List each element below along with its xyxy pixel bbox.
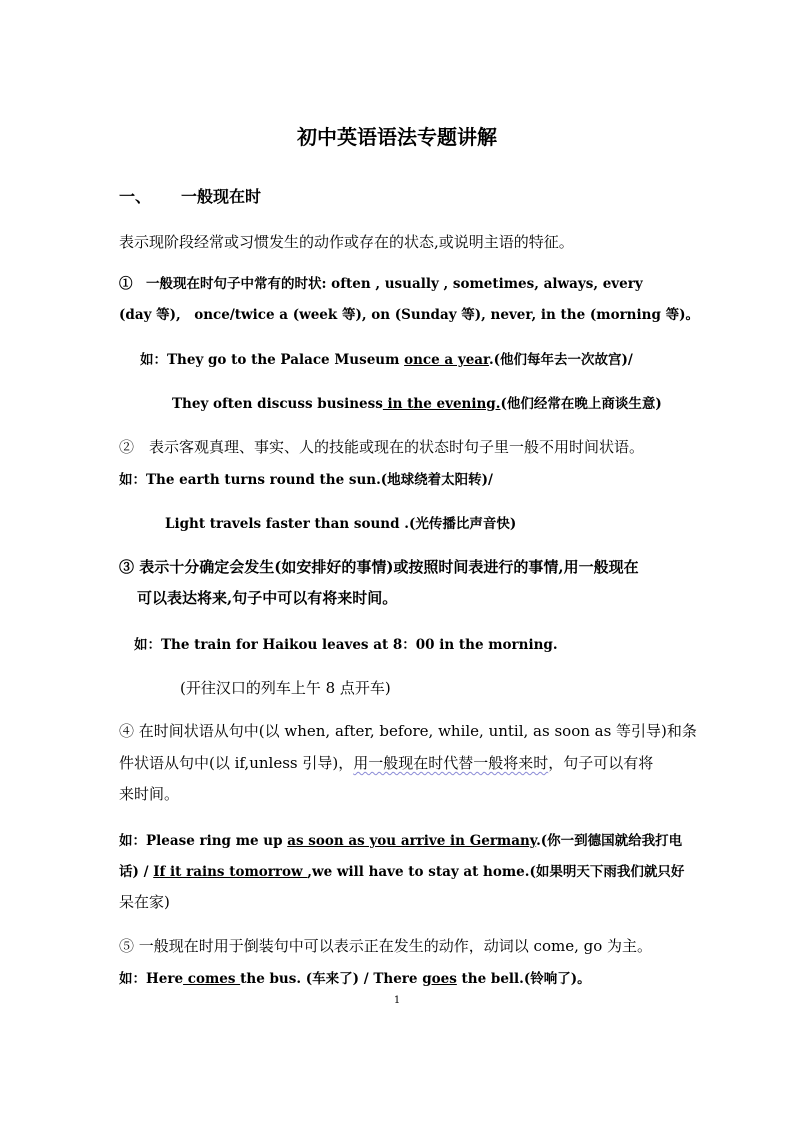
s1-ex1-pre: 如：They go to the Palace Museum [140, 352, 405, 368]
s4-l2-wavy2: ，句子可以有将 [548, 754, 654, 772]
s1-bold-lead: ① 一般现在时句子中常有的时状: [119, 276, 327, 292]
s1-ex2-pre: They often discuss business [172, 396, 383, 412]
s3-example1: 如：The train for Haikou leaves at 8：00 in the morning. [134, 637, 558, 653]
s4-ex1-pre: 如：Please ring me up [119, 833, 288, 849]
s4-line1: ④ 在时间状语从句中(以 when, after, before, while, until, as soon as 等引导)和条 [119, 722, 697, 740]
s1-example1 [140, 348, 633, 368]
s3-line2: 可以表达将来,句子中可以有将来时间。 [137, 589, 398, 607]
s4-example1 [119, 829, 682, 849]
document-title: 初中英语语法专题讲解 [297, 125, 497, 149]
s4-example3: 呆在家) [119, 893, 170, 911]
s4-ex2-pre: 话) / [119, 864, 154, 880]
s5-ex-pre: 如：Here [119, 971, 184, 987]
s5-line1: ⑤ 一般现在时用于倒装句中可以表示正在发生的动作，动词以 come, go 为主。 [119, 937, 653, 955]
s4-ex2-post: ,we will have to stay at home.(如果明天下雨我们就只好 [307, 864, 685, 880]
s5-ex-post: the bell.(铃响了)。 [456, 971, 591, 987]
s1-line1 [119, 272, 643, 292]
s4-ex2-underlined: If it rains tomorrow [153, 864, 308, 880]
s2-line1: ② 表示客观真理、事实、人的技能或现在的状态时句子里一般不用时间状语。 [119, 438, 645, 456]
section-heading [119, 184, 261, 207]
s1-line2: (day 等), once/twice a (week 等), on (Sunday 等), never, in the (morning 等)。 [119, 307, 699, 323]
s5-ex-underlined2: goes [422, 971, 457, 987]
s4-l2-pre: 件状语从句中(以 if,unless 引导)， [119, 754, 354, 772]
s4-ex1-post: .(你一到德国就给我打电 [536, 833, 683, 849]
s5-example [119, 967, 591, 987]
s2-example1: 如：The earth turns round the sun.(地球绕着太阳转)/ [119, 472, 493, 488]
s3-line1: ③ 表示十分确定会发生(如安排好的事情)或按照时间表进行的事情,用一般现在 [119, 558, 639, 576]
s1-ex1-underlined: once a year [404, 352, 489, 368]
page-number: 1 [393, 995, 401, 1006]
s2-example2: Light travels faster than sound .(光传播比声音快) [165, 516, 517, 532]
s4-example2 [119, 860, 684, 880]
s4-line3: 来时间。 [119, 785, 180, 803]
s5-ex-underlined1: comes [183, 971, 241, 987]
heading-number: 一、 [119, 187, 152, 206]
s1-ex2-underlined: in the evening. [382, 396, 501, 412]
s4-line2 [119, 752, 653, 773]
s1-example2 [172, 392, 662, 412]
s5-ex-mid: the bus. (车来了) / There [240, 971, 423, 987]
s4-ex1-underlined: as soon as you arrive in Germany [287, 833, 537, 849]
heading-text: 一般现在时 [181, 187, 262, 206]
s1-ex1-post: .(他们每年去一次故宫)/ [488, 352, 633, 368]
s3-example2: (开往汉口的列车上午 8 点开车) [180, 679, 391, 697]
s1-rest: often , usually , sometimes, always, every [326, 276, 643, 292]
intro-paragraph: 表示现阶段经常或习惯发生的动作或存在的状态,或说明主语的特征。 [119, 233, 574, 251]
s4-l2-wavy1: 用一般现在时代替一般将来时 [353, 754, 549, 772]
s1-ex2-post: (他们经常在晚上商谈生意) [500, 396, 662, 412]
